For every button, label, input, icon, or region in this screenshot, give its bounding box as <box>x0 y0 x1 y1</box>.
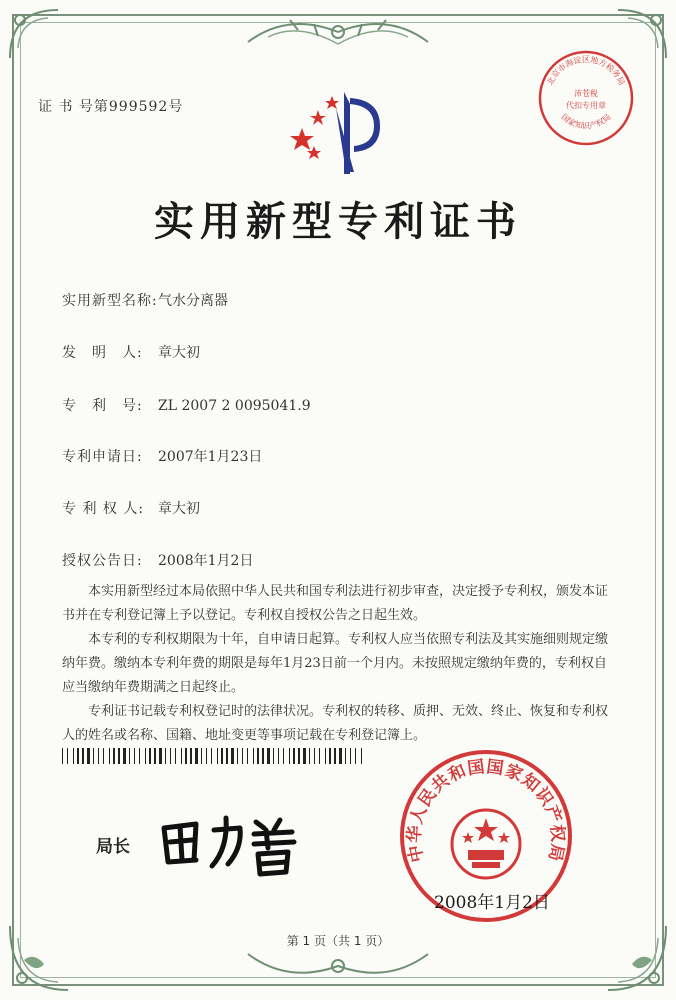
director-signature <box>156 808 306 878</box>
field-label: 专利申请日: <box>62 449 143 465</box>
field-grant-date <box>62 550 253 570</box>
field-patentee <box>62 498 200 518</box>
national-emblem-icon <box>452 810 520 878</box>
field-label: 专 利 号: <box>62 398 143 414</box>
top-ornament <box>238 2 438 62</box>
barcode <box>62 748 362 764</box>
svg-text:北京市海淀区地方税务局: 北京市海淀区地方税务局 <box>545 55 627 87</box>
field-label: 授权公告日: <box>62 553 143 569</box>
field-utility-model-name <box>62 290 228 310</box>
body-paragraph: 专利证书记载专利权登记时的法律状况。专利权的转移、质押、无效、终止、恢复和专利权人的姓名或名称、国籍、地址变更等事项记载在专利登记簿上。 <box>62 704 609 743</box>
field-value: 2007年1月23日 <box>158 449 263 465</box>
field-patent-number <box>62 395 311 415</box>
patent-office-logo <box>288 88 388 178</box>
field-label: 实用新型名称: <box>62 293 158 309</box>
field-label: 专 利 权 人: <box>62 501 145 517</box>
certificate-number: 证 书 号第999592号 <box>38 99 184 115</box>
svg-text:国家知识产权局: 国家知识产权局 <box>559 112 613 131</box>
svg-text:代扣专用章: 代扣专用章 <box>566 101 606 110</box>
svg-text:中华人民共和国国家知识产权局: 中华人民共和国国家知识产权局 <box>404 757 568 864</box>
certificate-title: 实用新型专利证书 <box>154 199 522 245</box>
body-paragraph: 本专利的专利权期限为十年，自申请日起算。专利权人应当依照专利法及其实施细则规定缴纳年费。缴纳本专利年费的期限是每年1月23日前一个月内。未按照规定缴纳年费的，专利权自应当缴纳年费期满之日起终止。 <box>62 632 609 695</box>
field-value: 气水分离器 <box>158 293 228 309</box>
field-inventor <box>62 342 200 362</box>
svg-text:沛苍税: 沛苍税 <box>574 89 598 98</box>
body-paragraph: 本实用新型经过本局依照中华人民共和国专利法进行初步审查，决定授予专利权，颁发本证书并在专利登记簿上予以登记。专利权自授权公告之日起生效。 <box>62 584 609 623</box>
seal-date: 2008年1月2日 <box>434 893 550 913</box>
corner-ornament-tl <box>4 4 64 64</box>
tax-bureau-stamp <box>536 48 636 148</box>
field-application-date <box>62 446 262 466</box>
bottom-ornament <box>238 944 438 994</box>
bureau-chief-label: 局长 <box>96 837 130 857</box>
field-value: 章大初 <box>158 501 200 517</box>
field-value: 2008年1月2日 <box>158 553 254 569</box>
page-number: 第 1 页（共 1 页） <box>286 934 390 948</box>
field-value: ZL 2007 2 0095041.9 <box>158 398 311 414</box>
field-label: 发 明 人: <box>62 345 143 361</box>
field-value: 章大初 <box>158 345 200 361</box>
